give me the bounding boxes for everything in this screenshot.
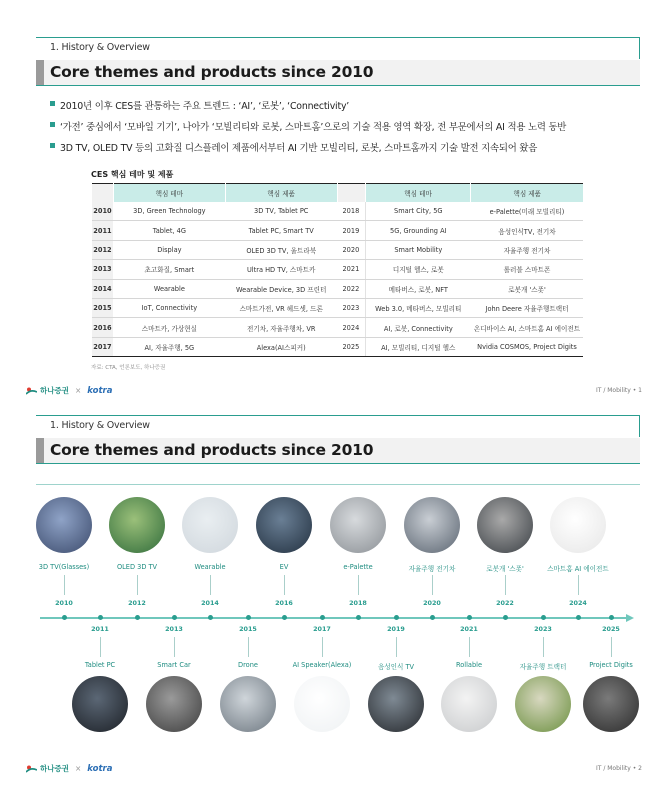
product-cell: Alexa(AI스피커) [225, 337, 337, 356]
table-row [92, 240, 584, 259]
timeline-year: 2015 [239, 625, 257, 633]
product-photo [109, 497, 165, 553]
section-header-edge [639, 37, 640, 59]
product-photo [220, 676, 276, 732]
section-label: 1. History & Overview [50, 42, 150, 53]
timeline-connector [578, 575, 579, 595]
product-photo [294, 676, 350, 732]
theme-cell: 디지털 헬스, 로봇 [365, 260, 471, 279]
timeline-dot [541, 615, 546, 620]
timeline-year: 2022 [496, 599, 514, 607]
timeline-year: 2017 [313, 625, 331, 633]
header-theme: 핵심 테마 [113, 184, 225, 202]
timeline-year: 2014 [201, 599, 219, 607]
timeline-connector [611, 637, 612, 657]
timeline-label: 스마트홈 AI 에이전트 [547, 565, 609, 573]
theme-cell: Display [113, 240, 225, 259]
product-photo [515, 676, 571, 732]
header-blank [92, 184, 114, 202]
timeline-connector [469, 637, 470, 657]
bullet-item: ‘가전’ 중심에서 ‘모바일 기기’, 나아가 ‘모빌리티와 로봇, 스마트홈’으로의 기술 적용 영역 확장, 전 부문에서의 AI 적용 노력 동반 [50, 119, 650, 140]
product-photo [404, 497, 460, 553]
logo-separator: × [74, 386, 82, 395]
hana-logo-text: 하나증권 [40, 764, 69, 773]
timeline-label: 음성인식 TV [377, 663, 415, 671]
product-photo [36, 497, 92, 553]
timeline-year: 2023 [534, 625, 552, 633]
bullet-list [50, 98, 650, 161]
timeline-arrow-icon [626, 614, 634, 622]
product-cell: 로봇개 '스폿' [471, 279, 583, 298]
timeline-dot [609, 615, 614, 620]
product-cell: 온디바이스 AI, 스마트홈 AI 에이전트 [471, 318, 583, 337]
year-cell: 2017 [92, 337, 114, 356]
hana-logo-icon [26, 387, 37, 395]
theme-cell: 5G, Grounding AI [365, 221, 471, 240]
theme-cell: AI, 모빌리티, 디지털 헬스 [365, 337, 471, 356]
page-title: Core themes and products since 2010 [50, 63, 374, 81]
table-row [92, 337, 584, 356]
timeline-connector [284, 575, 285, 595]
product-cell: John Deere 자율주행트랙터 [471, 298, 583, 317]
year-cell: 2013 [92, 260, 114, 279]
timeline-label: Tablet PC [84, 661, 116, 669]
header-product: 핵심 제품 [471, 184, 583, 202]
timeline-dot [503, 615, 508, 620]
table-row [92, 279, 584, 298]
footer-logo [26, 763, 112, 774]
product-cell: 롤러블 스마트폰 [471, 260, 583, 279]
timeline-dot [320, 615, 325, 620]
timeline-connector [64, 575, 65, 595]
timeline-label: Smart Car [157, 661, 191, 669]
timeline-label: 자율주행 전기차 [408, 565, 456, 573]
product-photo [72, 676, 128, 732]
year-cell: 2020 [337, 240, 365, 259]
page-title: Core themes and products since 2010 [50, 441, 374, 459]
title-underline [36, 85, 640, 86]
table-header-row [92, 184, 584, 202]
year-cell: 2010 [92, 202, 114, 221]
timeline-dot [576, 615, 581, 620]
year-cell: 2014 [92, 279, 114, 298]
theme-cell: Web 3.0, 메타버스, 모빌리티 [365, 298, 471, 317]
timeline-axis [40, 617, 626, 619]
timeline-connector [174, 637, 175, 657]
year-cell: 2016 [92, 318, 114, 337]
source-note: 자료: CTA, 언론보도, 하나증권 [91, 365, 166, 371]
page-number: IT / Mobility • 1 [595, 387, 642, 394]
timeline-year: 2011 [91, 625, 109, 633]
bullet-item: 2010년 이후 CES를 관통하는 주요 트렌드 : ‘AI’, ‘로봇’, ‘Connectivity’ [50, 98, 650, 119]
product-cell: 스마트가전, VR 헤드셋, 드론 [225, 298, 337, 317]
timeline-connector [322, 637, 323, 657]
timeline-label: EV [279, 563, 289, 571]
product-photo [146, 676, 202, 732]
timeline-label: 자율주행 트랙터 [519, 663, 567, 671]
timeline-connector [248, 637, 249, 657]
timeline-label: Wearable [194, 563, 226, 571]
timeline-connector [505, 575, 506, 595]
product-photo [477, 497, 533, 553]
timeline-dot [135, 615, 140, 620]
year-cell: 2021 [337, 260, 365, 279]
timeline-dot [246, 615, 251, 620]
product-photo [583, 676, 639, 732]
year-cell: 2023 [337, 298, 365, 317]
page-number: IT / Mobility • 2 [595, 765, 642, 772]
timeline-year: 2024 [569, 599, 587, 607]
product-photo [330, 497, 386, 553]
timeline-dot [282, 615, 287, 620]
year-cell: 2019 [337, 221, 365, 240]
product-cell: 자율주행 전기차 [471, 240, 583, 259]
timeline-connector [358, 575, 359, 595]
product-cell: Ultra HD TV, 스마트카 [225, 260, 337, 279]
theme-cell: 스마트카, 가상현실 [113, 318, 225, 337]
table-row [92, 298, 584, 317]
logo-separator: × [74, 764, 82, 773]
timeline-dot [356, 615, 361, 620]
section-header-edge [639, 415, 640, 437]
theme-cell: 3D, Green Technology [113, 202, 225, 221]
theme-cell: Smart Mobility [365, 240, 471, 259]
kotra-logo-text: kotra [87, 385, 113, 396]
timeline-dot [98, 615, 103, 620]
ces-themes-table [91, 183, 583, 357]
timeline-label: OLED 3D TV [116, 563, 158, 571]
product-cell: 전기차, 자율주행차, VR [225, 318, 337, 337]
timeline-year: 2016 [275, 599, 293, 607]
product-photo [368, 676, 424, 732]
year-cell: 2025 [337, 337, 365, 356]
product-cell: 3D TV, Tablet PC [225, 202, 337, 221]
footer-logo [26, 385, 112, 396]
year-cell: 2022 [337, 279, 365, 298]
header-theme: 핵심 테마 [365, 184, 471, 202]
timeline-year: 2025 [602, 625, 620, 633]
timeline-dot [394, 615, 399, 620]
timeline-dot [208, 615, 213, 620]
timeline-year: 2021 [460, 625, 478, 633]
title-underline [36, 463, 640, 464]
section-label: 1. History & Overview [50, 420, 150, 431]
timeline-label: Rollable [455, 661, 483, 669]
product-cell: OLED 3D TV, 울트라북 [225, 240, 337, 259]
product-cell: Nvidia COSMOS, Project Digits [471, 337, 583, 356]
timeline-dot [62, 615, 67, 620]
product-cell: e-Palette(미래 모빌리티) [471, 202, 583, 221]
product-photo [182, 497, 238, 553]
timeline-top-rule [36, 484, 640, 485]
year-cell: 2018 [337, 202, 365, 221]
timeline-connector [100, 637, 101, 657]
table-row [92, 202, 584, 221]
timeline-label: Project Digits [589, 661, 633, 669]
product-photo [256, 497, 312, 553]
table-title: CES 핵심 테마 및 제품 [91, 170, 174, 179]
theme-cell: Wearable [113, 279, 225, 298]
timeline-year: 2012 [128, 599, 146, 607]
header-product: 핵심 제품 [225, 184, 337, 202]
theme-cell: 초고화질, Smart [113, 260, 225, 279]
table-row [92, 260, 584, 279]
timeline-label: AI Speaker(Alexa) [292, 661, 352, 669]
timeline-year: 2019 [387, 625, 405, 633]
theme-cell: Smart City, 5G [365, 202, 471, 221]
theme-cell: AI, 자율주행, 5G [113, 337, 225, 356]
timeline-label: 3D TV(Glasses) [38, 563, 90, 571]
theme-cell: 메타버스, 로봇, NFT [365, 279, 471, 298]
timeline-year: 2018 [349, 599, 367, 607]
theme-cell: AI, 로봇, Connectivity [365, 318, 471, 337]
header-blank [337, 184, 365, 202]
product-cell: 음성인식TV, 전기차 [471, 221, 583, 240]
theme-cell: Tablet, 4G [113, 221, 225, 240]
hana-logo-text: 하나증권 [40, 386, 69, 395]
table-row [92, 221, 584, 240]
product-cell: Tablet PC, Smart TV [225, 221, 337, 240]
timeline-dot [467, 615, 472, 620]
hana-logo-icon [26, 765, 37, 773]
timeline-connector [543, 637, 544, 657]
timeline-label: 로봇개 '스폿' [486, 565, 524, 573]
year-cell: 2024 [337, 318, 365, 337]
product-cell: Wearable Device, 3D 프린터 [225, 279, 337, 298]
timeline-label: e-Palette [343, 563, 373, 571]
timeline-connector [137, 575, 138, 595]
table-row [92, 318, 584, 337]
year-cell: 2015 [92, 298, 114, 317]
timeline-dot [430, 615, 435, 620]
timeline-connector [210, 575, 211, 595]
timeline-label: Drone [238, 661, 258, 669]
year-cell: 2011 [92, 221, 114, 240]
bullet-item: 3D TV, OLED TV 등의 고화질 디스플레이 제품에서부터 AI 기반 모빌리티, 로봇, 스마트홈까지 기술 발전 지속되어 왔음 [50, 140, 650, 161]
timeline-year: 2010 [55, 599, 73, 607]
theme-cell: IoT, Connectivity [113, 298, 225, 317]
timeline-year: 2020 [423, 599, 441, 607]
timeline-connector [432, 575, 433, 595]
kotra-logo-text: kotra [87, 763, 113, 774]
timeline-connector [396, 637, 397, 657]
timeline-dot [172, 615, 177, 620]
product-photo [550, 497, 606, 553]
timeline-year: 2013 [165, 625, 183, 633]
year-cell: 2012 [92, 240, 114, 259]
product-photo [441, 676, 497, 732]
